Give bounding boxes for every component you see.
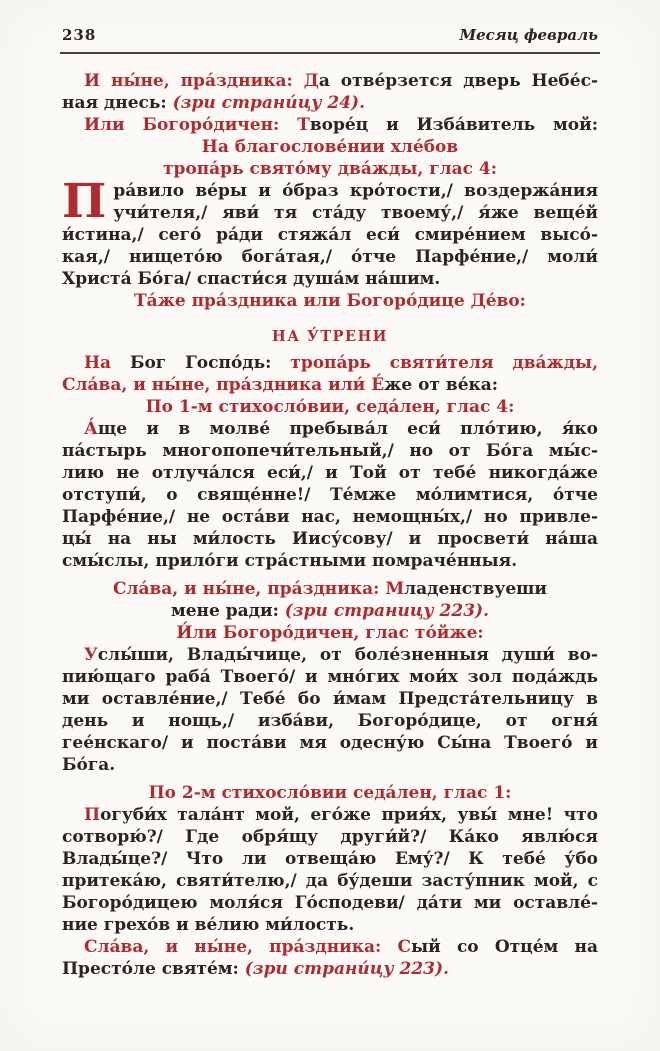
na-blagoslovenii-khlebov-rubric bbox=[62, 136, 598, 180]
text-line bbox=[62, 224, 598, 246]
text-segment: У bbox=[84, 645, 98, 665]
na-bog-gospod-paragraph bbox=[62, 352, 598, 396]
page-header bbox=[62, 26, 598, 52]
text-segment: притека́ю, святи́телю,/ да бу́деши засту́пник мой, с bbox=[62, 871, 598, 891]
text-line bbox=[62, 754, 598, 776]
text-segment: па́стырь многопопечи́тельный,/ но от Бо́га мы́с- bbox=[62, 441, 598, 461]
text-segment: ще и в молве́ пребыва́л еси́ пло́тию, я́ко bbox=[97, 419, 598, 439]
text-line bbox=[62, 958, 598, 980]
sedalen-ashche-paragraph bbox=[62, 418, 598, 572]
po-1-m-stikhoslovii-rubric bbox=[62, 396, 598, 418]
text-segment: и́стина,/ сего́ ра́ди стяжа́л еси́ смире́нием высо́- bbox=[62, 225, 598, 245]
slava-i-nyne-syy-so-ottsem bbox=[62, 936, 598, 980]
na-utreni-heading bbox=[62, 326, 598, 348]
text-segment: цы́ на ны ми́лость Иису́сову/ и просвети́ на́ша bbox=[62, 529, 598, 549]
text-segment: смы́слы, прило́ги стра́стными помраче́нныя. bbox=[62, 551, 518, 571]
uslyshi-vladychitse-paragraph bbox=[62, 644, 598, 776]
header-rule bbox=[60, 52, 600, 54]
text-segment: ние грехо́в и ве́лию ми́лость. bbox=[62, 915, 355, 935]
text-segment: тропа́рь святи́теля два́жды, bbox=[290, 353, 598, 373]
text-line bbox=[62, 290, 598, 312]
text-line bbox=[62, 550, 598, 572]
text-segment: ная днесь: bbox=[62, 93, 173, 113]
text-line bbox=[62, 374, 598, 396]
text-segment: огуби́х тала́нт мой, его́же прия́х, увы́ мне! что bbox=[100, 805, 598, 825]
text-segment: ра́вило ве́ры и о́браз кро́тости,/ воздержа́ния bbox=[113, 181, 598, 201]
text-segment: а отве́рзется дверь Небе́с- bbox=[318, 71, 598, 91]
text-segment: учи́теля,/ яви́ тя ста́ду твоему́,/ я́же веще́й bbox=[113, 203, 598, 223]
ili-bogorodichen-line bbox=[62, 114, 598, 136]
text-line bbox=[62, 600, 598, 622]
text-segment: НА У́ТРЕНИ bbox=[272, 328, 388, 345]
text-line bbox=[62, 440, 598, 462]
text-line bbox=[62, 136, 598, 158]
text-segment: воре́ц и Изба́витель мой: bbox=[309, 115, 599, 135]
text-segment: ый со Отце́м на bbox=[411, 937, 598, 957]
text-segment: По 1-м стихосло́вии, седа́лен, глас 4: bbox=[145, 397, 515, 417]
text-line bbox=[62, 180, 598, 202]
text-segment: Богоро́дицею моля́ся Го́сподеви/ да́ти ми оставле́- bbox=[62, 893, 598, 913]
text-segment: день и нощь,/ изба́ви, Богоро́дице, от огня́ bbox=[62, 711, 598, 731]
text-line bbox=[62, 418, 598, 440]
text-line bbox=[62, 936, 598, 958]
text-line bbox=[62, 158, 598, 180]
text-segment: Влады́це?/ Что ли отвеща́ю Ему́?/ К тебе́ у́бо bbox=[62, 849, 598, 869]
text-segment: Та́же пра́здника или Богоро́дице Де́во: bbox=[134, 291, 526, 311]
text-line bbox=[62, 578, 598, 600]
text-line bbox=[62, 114, 598, 136]
text-line bbox=[62, 484, 598, 506]
text-segment: С bbox=[397, 937, 412, 957]
drop-cap-initial: П bbox=[62, 174, 107, 229]
text-segment: ми оставле́ние,/ Тебе́ бо и́мам Предста́тельницу в bbox=[62, 689, 598, 709]
text-segment: же от ве́ка: bbox=[384, 375, 499, 395]
text-line bbox=[62, 202, 598, 224]
text-segment: сотворю́?/ Где обря́щу други́й?/ Ка́ко явлю́ся bbox=[62, 827, 598, 847]
text-segment: Парфе́ние,/ не оста́ви нас, немощны́х,/ но привле- bbox=[62, 507, 598, 527]
text-segment: На bbox=[84, 353, 130, 373]
text-line bbox=[62, 826, 598, 848]
text-segment: Бог Госпо́дь: bbox=[129, 353, 291, 373]
text-line bbox=[62, 804, 598, 826]
text-segment: лию не отлуча́лся еси́,/ и Той от тебе́ никогда́же bbox=[62, 463, 598, 483]
ili-bogorodichen-glas-toyzhe-rubric bbox=[62, 622, 598, 644]
text-line bbox=[62, 848, 598, 870]
text-segment: Сла́ва, и ны́не, пра́здника или́ bbox=[62, 375, 372, 395]
text-line bbox=[62, 70, 598, 92]
text-line bbox=[62, 352, 598, 374]
text-segment: Сла́ва, и ны́не, пра́здника: bbox=[112, 579, 386, 599]
text-segment: Т bbox=[297, 115, 310, 135]
text-segment: пию́щаго раба́ Твоего́/ и мно́гих мои́х зол пода́ждь bbox=[62, 667, 598, 687]
text-line bbox=[62, 644, 598, 666]
text-segment: тропа́рь свято́му два́жды, глас 4: bbox=[162, 159, 498, 179]
cross-reference-text: (зри страни́цу 24). bbox=[172, 93, 366, 113]
text-segment: И ны́не, пра́здника: bbox=[84, 71, 304, 91]
text-line bbox=[62, 732, 598, 754]
cross-reference-text: (зри страницу 223). bbox=[284, 601, 490, 621]
page-number: 238 bbox=[62, 26, 97, 44]
text-segment: А́ bbox=[84, 419, 98, 439]
text-line bbox=[62, 396, 598, 418]
text-line bbox=[62, 914, 598, 936]
text-segment: М bbox=[385, 579, 405, 599]
text-line bbox=[62, 782, 598, 804]
troparion-pravilo-very bbox=[62, 174, 598, 290]
sedalen-pogubikh-paragraph bbox=[62, 804, 598, 936]
text-segment: По 2-м стихосло́вии седа́лен, глас 1: bbox=[148, 783, 512, 803]
text-line bbox=[62, 666, 598, 688]
text-segment: Е́ bbox=[371, 375, 385, 395]
text-line bbox=[62, 268, 598, 290]
text-segment: отступи́, о свяще́нне!/ Те́мже мо́лимтися, о́тче bbox=[62, 485, 598, 505]
text-segment: Или Богоро́дичен: bbox=[84, 115, 298, 135]
text-line bbox=[62, 688, 598, 710]
text-segment: Д bbox=[303, 71, 319, 91]
text-line bbox=[62, 326, 598, 348]
text-segment: Бо́га. bbox=[62, 755, 116, 775]
text-segment: кая,/ нището́ю бога́тая,/ о́тче Парфе́ние,/ моли́ bbox=[62, 247, 598, 267]
text-segment: гее́нскаго/ и поста́ви мя одесну́ю Сы́на Твоего́ и bbox=[62, 733, 598, 753]
text-line bbox=[62, 870, 598, 892]
text-segment: П bbox=[84, 805, 101, 825]
text-segment: Сла́ва, и ны́не, пра́здника: bbox=[84, 937, 398, 957]
text-segment: слы́ши, Влады́чице, от боле́зненныя души́ во- bbox=[97, 645, 598, 665]
text-segment: Престо́ле святе́м: bbox=[62, 959, 245, 979]
cross-reference-text: (зри страни́цу 223). bbox=[244, 959, 449, 979]
running-title: Месяц февраль bbox=[459, 26, 598, 44]
text-segment: мене ради: bbox=[170, 601, 285, 621]
i-nyne-prazdnika-paragraph bbox=[62, 70, 598, 114]
text-line bbox=[62, 892, 598, 914]
text-line bbox=[62, 462, 598, 484]
text-line bbox=[62, 622, 598, 644]
text-line bbox=[62, 92, 598, 114]
text-line bbox=[62, 710, 598, 732]
tazhe-prazdnika-rubric bbox=[62, 290, 598, 312]
text-segment: Христа́ Бо́га/ спасти́ся душа́м на́шим. bbox=[62, 269, 441, 289]
text-segment: ладенствуеши bbox=[404, 579, 548, 599]
text-line bbox=[62, 246, 598, 268]
po-2-m-stikhoslovii-rubric bbox=[62, 782, 598, 804]
text-segment: И́ли Богоро́дичен, глас то́йже: bbox=[176, 623, 484, 643]
text-line bbox=[62, 506, 598, 528]
text-line bbox=[62, 528, 598, 550]
text-segment: На благослове́нии хле́бов bbox=[201, 137, 459, 157]
liturgical-text bbox=[62, 70, 598, 980]
slava-i-nyne-mladenstvueshi bbox=[62, 578, 598, 622]
